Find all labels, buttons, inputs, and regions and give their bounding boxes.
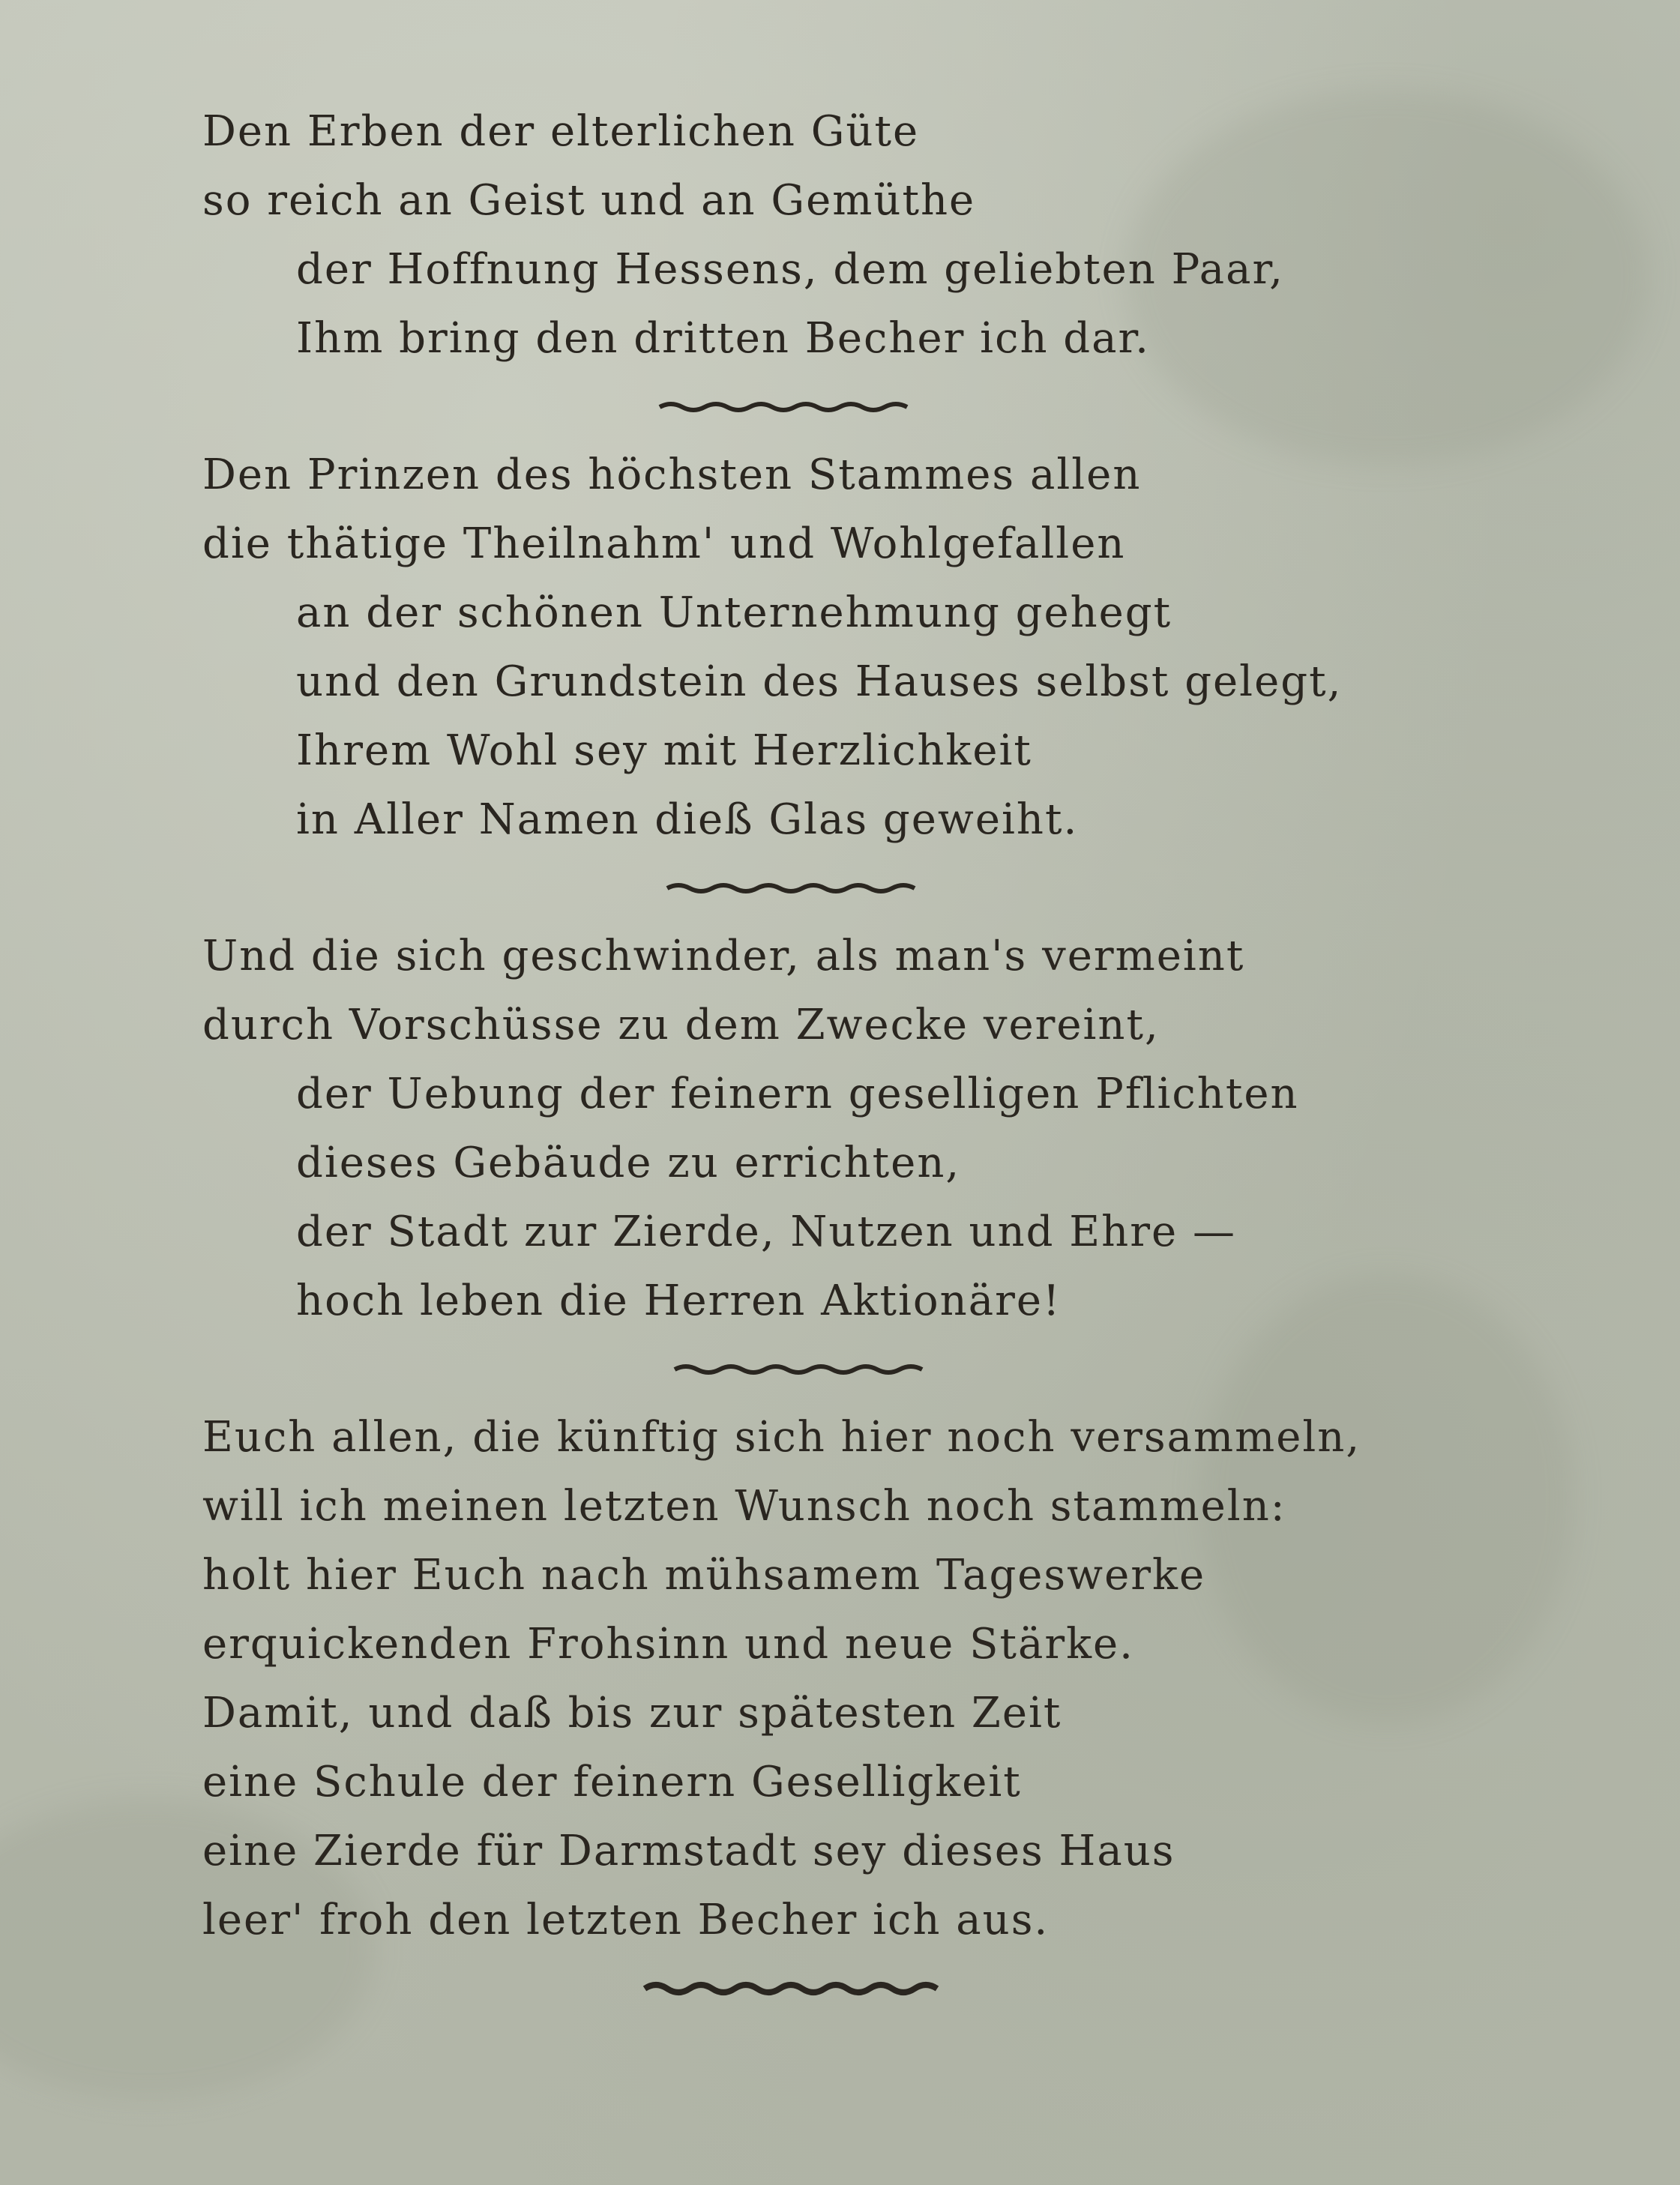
- end-ornament: [202, 1955, 1267, 2022]
- poem-line: dieses Gebäude zu errichten,: [296, 1139, 961, 1187]
- stanza-divider: [202, 1336, 1267, 1403]
- poem-line: Den Erben der elterlichen Güte: [202, 107, 920, 156]
- poem-line: hoch leben die Herren Aktionäre!: [296, 1277, 1062, 1325]
- ornament-rule-icon: [660, 879, 930, 897]
- poem-line: der Stadt zur Zierde, Nutzen und Ehre —: [296, 1208, 1236, 1256]
- poem-line: der Uebung der feinern geselligen Pflichten: [296, 1070, 1299, 1118]
- poem-line: Euch allen, die künftig sich hier noch versammeln,: [202, 1413, 1361, 1462]
- poem-line: Ihrem Wohl sey mit Herzlichkeit: [296, 726, 1032, 775]
- poem-line: in Aller Namen dieß Glas geweiht.: [296, 795, 1079, 844]
- poem-line: will ich meinen letzten Wunsch noch stammeln:: [202, 1482, 1286, 1531]
- poem-line: Damit, und daß bis zur spätesten Zeit: [202, 1689, 1062, 1738]
- stanza-3: [202, 922, 1299, 1336]
- ornament-rule-icon: [667, 1360, 937, 1378]
- stanza-2: [202, 441, 1343, 855]
- poem-line: der Hoffnung Hessens, dem geliebten Paar,: [296, 245, 1284, 294]
- poem-line: Und die sich geschwinder, als man's vermeint: [202, 932, 1245, 980]
- poem-line: leer' froh den letzten Becher ich aus.: [202, 1896, 1050, 1944]
- poem-line: eine Zierde für Darmstadt sey dieses Haus: [202, 1827, 1175, 1875]
- poem-line: an der schönen Unternehmung gehegt: [296, 588, 1172, 637]
- poem-line: eine Schule der feinern Geselligkeit: [202, 1758, 1022, 1806]
- poem-line: und den Grundstein des Hauses selbst gelegt,: [296, 657, 1343, 706]
- stanza-1: [202, 97, 1284, 373]
- stanza-divider: [202, 373, 1267, 441]
- stanza-4: [202, 1403, 1361, 1955]
- stanza-divider: [202, 855, 1267, 922]
- poem-text: [202, 97, 1361, 2022]
- poem-line: so reich an Geist und an Gemüthe: [202, 176, 976, 225]
- poem-line: durch Vorschüsse zu dem Zwecke vereint,: [202, 1001, 1160, 1049]
- ornament-rule-icon: [637, 1977, 952, 2000]
- poem-line: erquickenden Frohsinn und neue Stärke.: [202, 1620, 1134, 1669]
- poem-line: Ihm bring den dritten Becher ich dar.: [296, 314, 1150, 363]
- ornament-rule-icon: [652, 398, 922, 416]
- poem-line: Den Prinzen des höchsten Stammes allen: [202, 450, 1142, 499]
- poem-line: die thätige Theilnahm' und Wohlgefallen: [202, 519, 1126, 568]
- poem-line: holt hier Euch nach mühsamem Tageswerke: [202, 1551, 1206, 1600]
